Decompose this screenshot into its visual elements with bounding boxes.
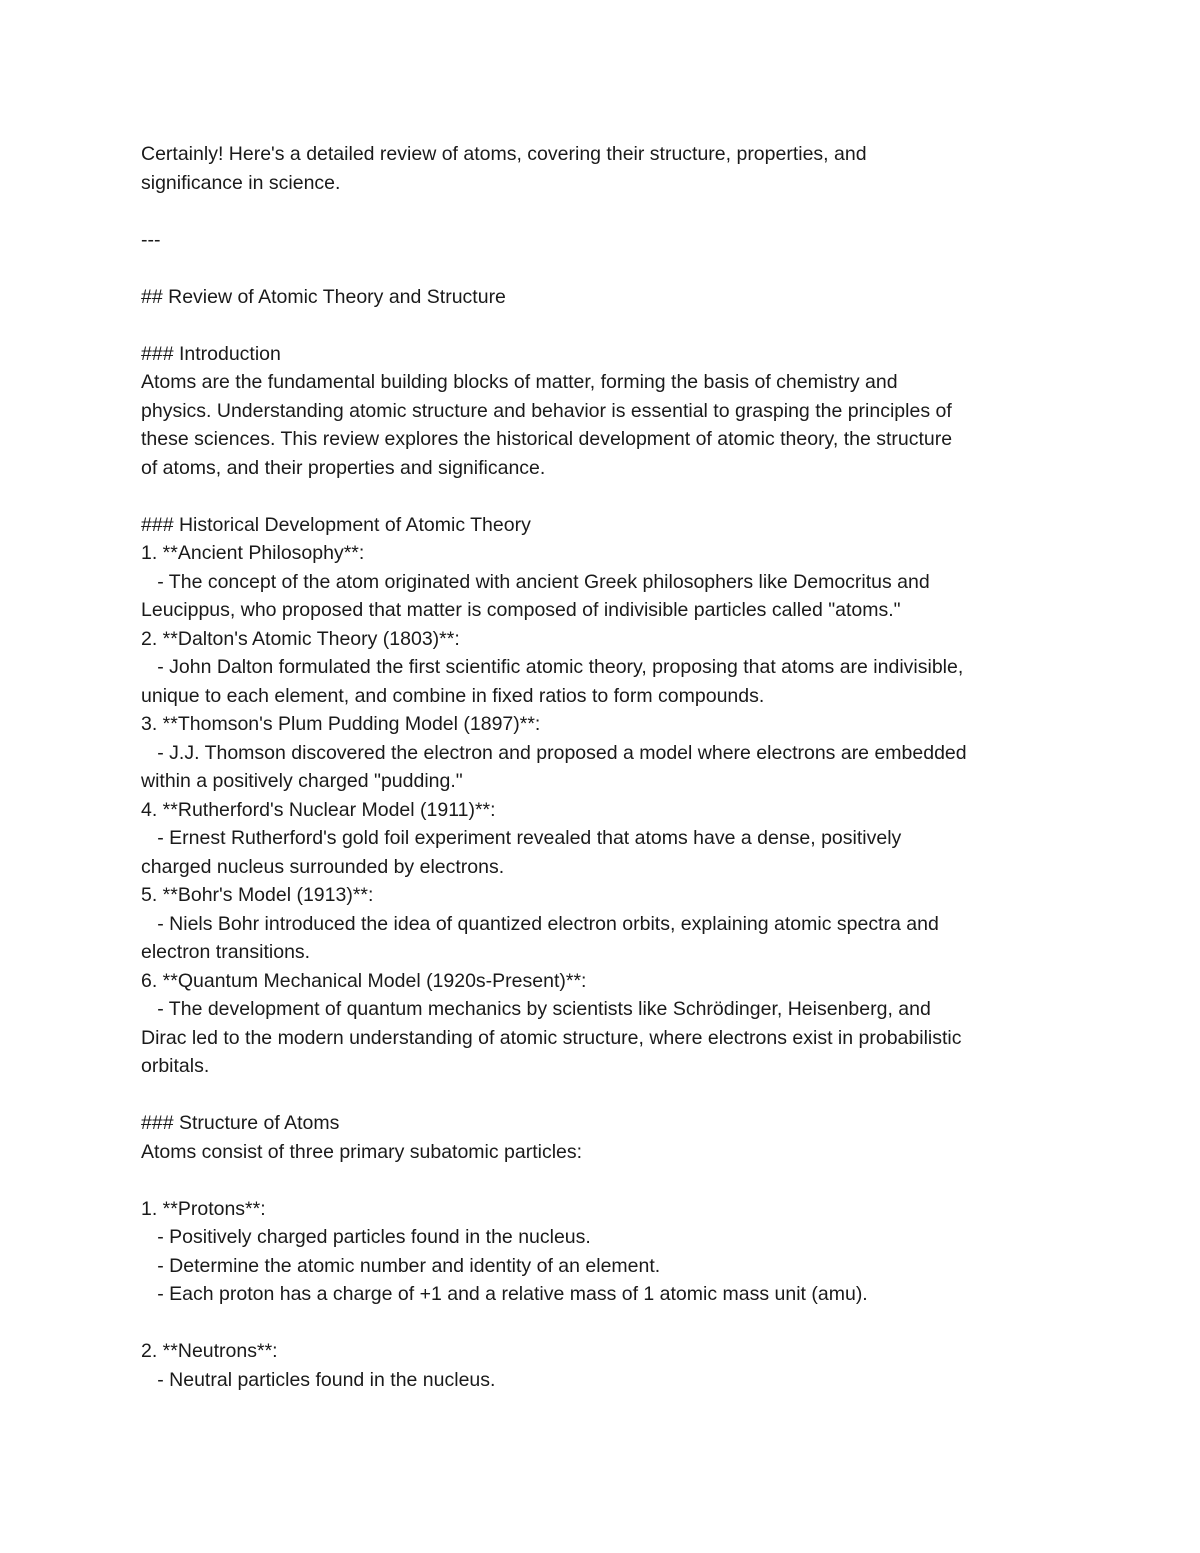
text-line: orbitals. <box>141 1055 210 1077</box>
list-item: 6. **Quantum Mechanical Model (1920s-Present)**: <box>141 969 587 992</box>
subsection-heading: ### Introduction <box>141 342 281 365</box>
list-item: 5. **Bohr's Model (1913)**: <box>141 884 374 906</box>
blank-line <box>141 254 1071 283</box>
list-subitem: - Each proton has a charge of +1 and a relative mass of 1 atomic mass unit (amu). <box>141 1283 868 1305</box>
text-line: within a positively charged "pudding." <box>141 770 463 792</box>
list-subitem: - Neutral particles found in the nucleus. <box>141 1368 496 1391</box>
blank-line <box>141 197 1071 226</box>
text-line: physics. Understanding atomic structure and behavior is essential to grasping the principles of <box>141 399 952 422</box>
text-line: of atoms, and their properties and significance. <box>141 456 546 479</box>
horizontal-rule-marker: --- <box>141 228 161 251</box>
blank-line <box>141 1166 1071 1195</box>
blank-line <box>141 1309 1071 1338</box>
list-subitem: - Ernest Rutherford's gold foil experiment revealed that atoms have a dense, positively <box>141 827 902 849</box>
text-line: unique to each element, and combine in fixed ratios to form compounds. <box>141 684 765 707</box>
text-line: significance in science. <box>141 171 341 194</box>
list-subitem: - Determine the atomic number and identity of an element. <box>141 1254 661 1277</box>
blank-line <box>141 311 1071 340</box>
list-subitem: - The concept of the atom originated with ancient Greek philosophers like Democritus and <box>141 570 930 593</box>
list-item: 2. **Neutrons**: <box>141 1340 278 1362</box>
list-subitem: - The development of quantum mechanics by scientists like Schrödinger, Heisenberg, and <box>141 998 931 1020</box>
list-item: 4. **Rutherford's Nuclear Model (1911)**: <box>141 798 496 821</box>
subsection-heading: ### Structure of Atoms <box>141 1112 340 1134</box>
document-page <box>141 140 1071 1394</box>
text-line: these sciences. This review explores the historical development of atomic theory, the structure <box>141 428 953 450</box>
text-line: Leucippus, who proposed that matter is composed of indivisible particles called "atoms." <box>141 599 901 621</box>
list-item: 3. **Thomson's Plum Pudding Model (1897)**: <box>141 713 541 735</box>
list-subitem: - Positively charged particles found in the nucleus. <box>141 1226 591 1248</box>
blank-line <box>141 1081 1071 1110</box>
list-item: 1. **Protons**: <box>141 1197 266 1220</box>
text-line: charged nucleus surrounded by electrons. <box>141 855 505 878</box>
list-subitem: - Niels Bohr introduced the idea of quantized electron orbits, explaining atomic spectra and <box>141 912 939 935</box>
list-subitem: - J.J. Thomson discovered the electron and proposed a model where electrons are embedded <box>141 741 967 764</box>
text-line: Certainly! Here's a detailed review of atoms, covering their structure, properties, and <box>141 143 867 165</box>
subsection-heading: ### Historical Development of Atomic Theory <box>141 513 531 536</box>
list-item: 2. **Dalton's Atomic Theory (1803)**: <box>141 627 460 650</box>
text-line: electron transitions. <box>141 941 311 963</box>
text-line: Atoms are the fundamental building blocks of matter, forming the basis of chemistry and <box>141 371 898 393</box>
list-item: 1. **Ancient Philosophy**: <box>141 542 365 564</box>
list-subitem: - John Dalton formulated the first scientific atomic theory, proposing that atoms are indivisible, <box>141 656 964 678</box>
blank-line <box>141 482 1071 511</box>
text-line: Dirac led to the modern understanding of atomic structure, where electrons exist in probabilistic <box>141 1026 962 1049</box>
text-line: Atoms consist of three primary subatomic particles: <box>141 1140 583 1163</box>
section-heading: ## Review of Atomic Theory and Structure <box>141 285 506 308</box>
